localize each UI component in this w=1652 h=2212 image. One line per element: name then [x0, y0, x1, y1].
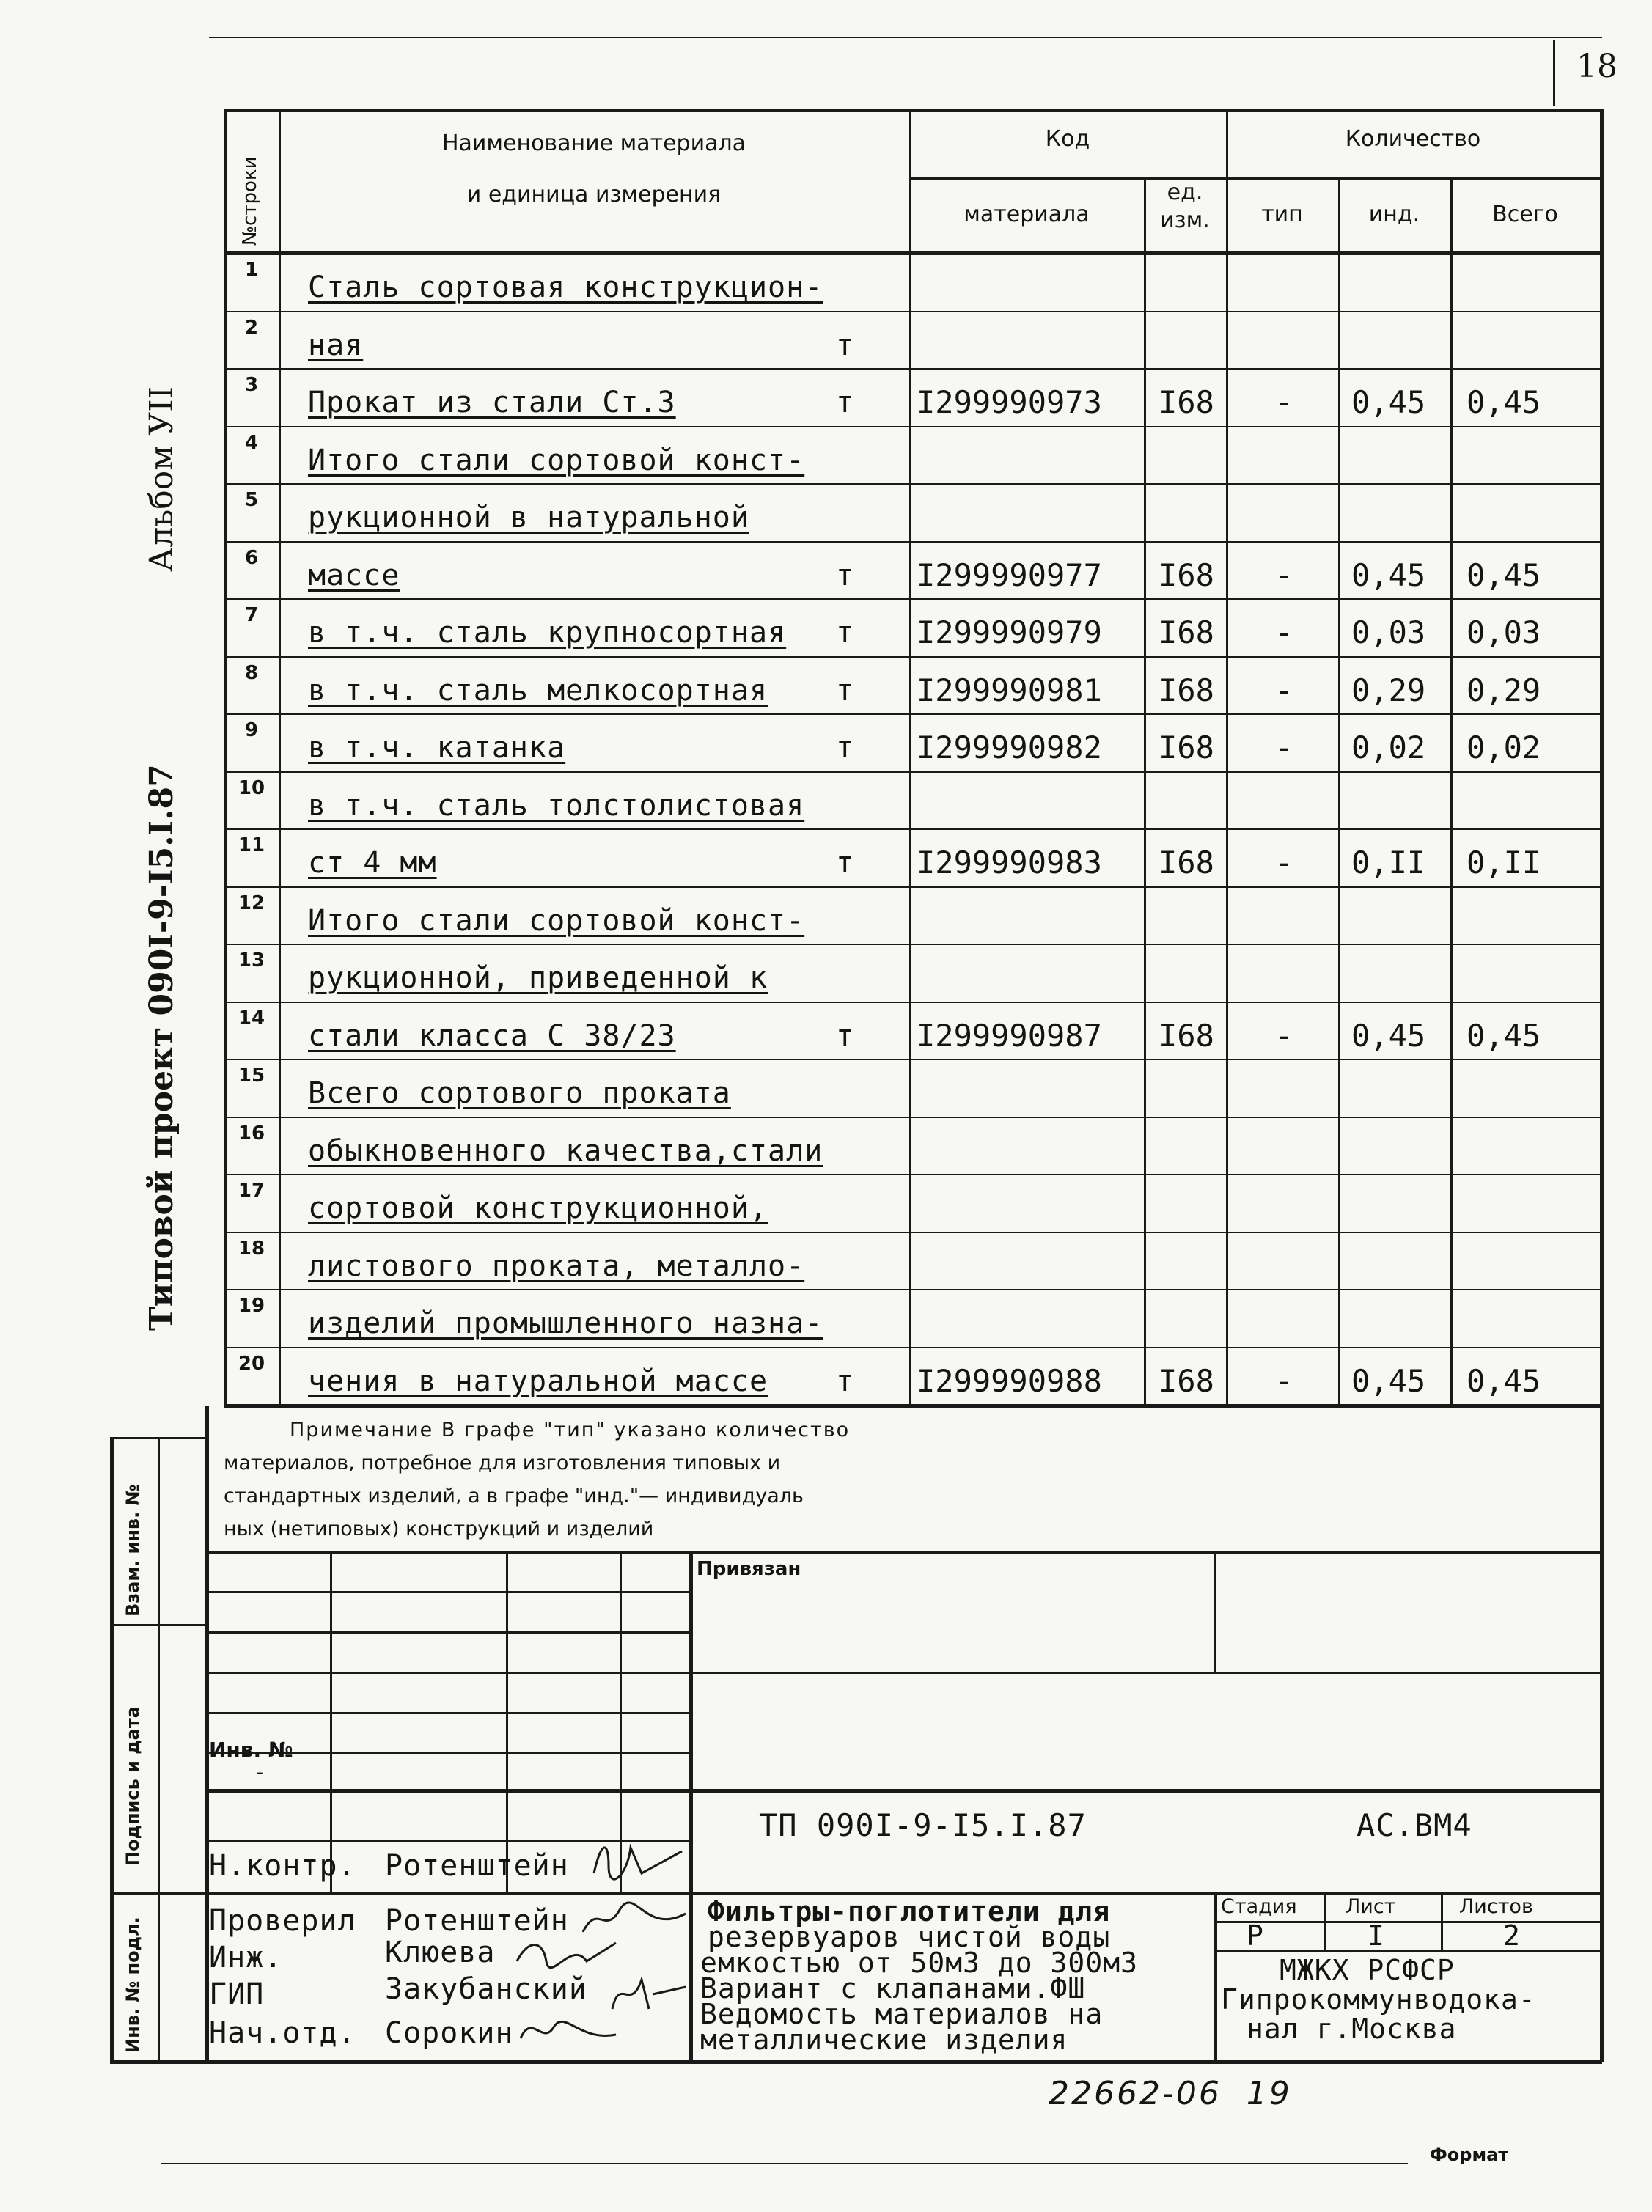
row-number: 9: [244, 719, 259, 741]
row-number: 1: [244, 259, 259, 281]
inzh-role: Инж.: [209, 1941, 283, 1974]
row-number: 12: [238, 892, 265, 914]
header-quantity: Количество: [1345, 126, 1481, 152]
material-name: в т.ч. сталь толстолистовая: [308, 789, 805, 823]
material-name: Сталь сортовая конструкцион-: [308, 271, 823, 304]
n-kontr-role: Н.контр.: [209, 1849, 356, 1883]
unit-mark: т: [836, 846, 855, 880]
row-separator: [224, 1232, 1602, 1233]
qty-typ: -: [1274, 672, 1293, 708]
material-code: I299990977: [917, 557, 1102, 593]
material-name: рукционной в натуральной: [308, 501, 749, 534]
stage-value: Р: [1247, 1919, 1264, 1952]
stamp-org-vline: [1214, 1892, 1217, 2062]
stamp-grid-line: [205, 1672, 1602, 1674]
unit-code: I68: [1159, 557, 1214, 593]
qty-total: 0,45: [1466, 384, 1541, 420]
note-line-3: стандартных изделий, а в графе "инд."— индивидуаль: [224, 1485, 804, 1507]
stamp-privyazan-vline: [1214, 1551, 1216, 1672]
document-code: ТП 090I-9-I5.I.87: [759, 1807, 1087, 1843]
material-name: изделий промышленного назна-: [308, 1307, 823, 1340]
side-strip-line: [110, 1437, 205, 1439]
row-number: 15: [238, 1065, 265, 1087]
material-code: I299990983: [917, 845, 1102, 881]
qty-ind: 0,45: [1351, 384, 1426, 420]
qty-ind: 0,II: [1351, 845, 1426, 881]
stamp-stage-line: [1214, 1921, 1602, 1923]
note-line-2: материалов, потребное для изготовления типовых и: [224, 1452, 781, 1474]
qty-total: 0,45: [1466, 1018, 1541, 1054]
unit-code: I68: [1159, 730, 1214, 765]
qty-total: 0,02: [1466, 730, 1541, 765]
signature-n-kontr: [587, 1833, 689, 1884]
unit-mark: т: [836, 1019, 855, 1053]
unit-mark: т: [836, 328, 855, 362]
qty-typ: -: [1274, 730, 1293, 765]
table-row: [0, 1002, 1652, 1059]
material-name: Всего сортового проката: [308, 1076, 731, 1110]
table-row: [0, 483, 1652, 541]
row-separator: [224, 541, 1602, 543]
title-line-2: резервуаров чистой воды: [708, 1921, 1111, 1953]
side-strip-right: [158, 1437, 160, 2062]
material-name: ст 4 мм: [308, 846, 437, 880]
row-number: 14: [238, 1007, 265, 1029]
row-number: 7: [244, 604, 259, 626]
title-line-4: Вариант с клапанами.ФШ: [700, 1972, 1086, 2005]
row-separator: [224, 426, 1602, 427]
qty-total: 0,45: [1466, 557, 1541, 593]
side-label-inv-podl: Инв. № подл.: [122, 1917, 143, 2053]
stage-label: Стадия: [1221, 1895, 1297, 1918]
row-separator: [224, 1174, 1602, 1175]
row-number: 20: [238, 1353, 265, 1375]
signature-inzh: [513, 1932, 623, 1976]
side-label-vzam: Взам. инв. №: [122, 1484, 143, 1617]
unit-code: I68: [1159, 845, 1214, 881]
row-separator: [224, 656, 1602, 658]
material-code: I299990987: [917, 1018, 1102, 1054]
qty-typ: -: [1274, 557, 1293, 593]
gip-name: Закубанский: [385, 1972, 587, 2006]
sheet-code: АС.ВМ4: [1357, 1807, 1472, 1843]
row-separator: [224, 713, 1602, 715]
row-number: 3: [244, 374, 259, 396]
inzh-name: Клюева: [385, 1936, 496, 1969]
qty-total: 0,03: [1466, 614, 1541, 650]
row-number: 18: [238, 1238, 265, 1260]
album-label: Альбом УII: [143, 386, 180, 572]
row-separator: [224, 1059, 1602, 1060]
row-number: 10: [238, 777, 265, 799]
stamp-grid-line: [205, 1712, 689, 1714]
org-line-1: МЖКХ РСФСР: [1280, 1954, 1455, 1986]
table-row: [0, 253, 1652, 311]
table-row: [0, 771, 1652, 829]
page-number: 18: [1576, 48, 1618, 85]
material-name: Итого стали сортовой конст-: [308, 904, 805, 938]
unit-mark: т: [836, 1364, 855, 1398]
stamp-grid-vline: [506, 1551, 508, 1892]
header-mid-line: [909, 177, 1602, 180]
qty-typ: -: [1274, 384, 1293, 420]
table-row: [0, 656, 1652, 714]
header-name-line1: Наименование материала: [441, 131, 746, 156]
material-code: I299990973: [917, 384, 1102, 420]
qty-ind: 0,02: [1351, 730, 1426, 765]
nach-name: Сорокин: [385, 2016, 514, 2050]
unit-mark: т: [836, 386, 855, 419]
qty-typ: -: [1274, 614, 1293, 650]
title-line-1: Фильтры-поглотители для: [708, 1895, 1111, 1928]
header-typ: тип: [1261, 202, 1303, 227]
unit-mark: т: [836, 731, 855, 765]
unit-code: I68: [1159, 1018, 1214, 1054]
privyazan-label: Привязан: [697, 1558, 801, 1580]
unit-code: I68: [1159, 614, 1214, 650]
material-name: сортовой конструкционной,: [308, 1191, 768, 1225]
stamp-grid-line: [205, 1631, 689, 1634]
side-strip-left: [110, 1437, 114, 2062]
header-unit-line2: изм.: [1160, 207, 1210, 233]
row-separator: [224, 1002, 1602, 1003]
row-number: 8: [244, 662, 259, 684]
row-separator: [224, 598, 1602, 600]
sheet-value: I: [1368, 1919, 1385, 1952]
material-code: I299990981: [917, 672, 1102, 708]
table-row: [0, 1289, 1652, 1347]
row-separator: [224, 483, 1602, 485]
unit-mark: т: [836, 559, 855, 592]
stamp-stage-line: [1214, 1950, 1602, 1952]
row-separator: [224, 1289, 1602, 1290]
qty-total: 0,29: [1466, 672, 1541, 708]
table-row: [0, 311, 1652, 369]
stamp-grid-vline: [330, 1551, 332, 1892]
sheets-label: Листов: [1459, 1895, 1533, 1918]
row-number: 19: [238, 1295, 265, 1317]
table-row: [0, 541, 1652, 599]
bottom-edge-line: [161, 2163, 1408, 2164]
inv-no-label: Инв. №: [209, 1738, 293, 1762]
material-name: чения в натуральной массе: [308, 1364, 768, 1398]
nach-role: Нач.отд.: [209, 2016, 356, 2050]
material-name: в т.ч. сталь крупносортная: [308, 616, 787, 650]
title-line-6: металлические изделия: [700, 2024, 1068, 2056]
row-number: 5: [244, 489, 259, 511]
row-number: 4: [244, 432, 259, 454]
row-number: 6: [244, 547, 259, 569]
sheet-label: Лист: [1346, 1895, 1396, 1918]
row-number: 2: [244, 317, 259, 339]
material-name: ная: [308, 328, 364, 362]
proveril-name: Ротенштейн: [385, 1904, 569, 1938]
table-row: [0, 944, 1652, 1002]
material-name: Прокат из стали Ст.3: [308, 386, 676, 419]
qty-ind: 0,45: [1351, 1018, 1426, 1054]
table-row: [0, 1059, 1652, 1117]
table-row: [0, 1232, 1652, 1290]
material-name: обыкновенного качества,стали: [308, 1134, 823, 1168]
qty-typ: -: [1274, 1363, 1293, 1399]
unit-code: I68: [1159, 384, 1214, 420]
gip-role: ГИП: [209, 1977, 265, 2011]
note-line-1: Примечание В графе "тип" указано количество: [290, 1419, 851, 1441]
table-row: [0, 368, 1652, 426]
stamp-stage-vline: [1324, 1892, 1326, 1950]
format-label: Формат: [1430, 2145, 1509, 2165]
material-code: I299990988: [917, 1363, 1102, 1399]
row-separator: [224, 1117, 1602, 1118]
stamp-grid-line: [205, 1591, 689, 1593]
material-name: листового проката, металло-: [308, 1249, 805, 1283]
qty-ind: 0,29: [1351, 672, 1426, 708]
table-row: [0, 426, 1652, 484]
row-separator: [224, 944, 1602, 945]
qty-total: 0,45: [1466, 1363, 1541, 1399]
material-name: массе: [308, 559, 400, 592]
header-ind: инд.: [1368, 202, 1420, 227]
org-line-3: нал г.Москва: [1247, 2013, 1457, 2045]
header-code: Код: [1045, 126, 1090, 152]
stamp-top-border: [205, 1551, 1602, 1554]
header-material: материала: [963, 202, 1090, 227]
material-name: стали класса С 38/23: [308, 1019, 676, 1053]
row-separator: [224, 368, 1602, 370]
table-row: [0, 1347, 1652, 1405]
material-code: I299990982: [917, 730, 1102, 765]
side-strip-line: [110, 1624, 205, 1626]
row-number: 11: [238, 834, 265, 856]
row-number: 16: [238, 1122, 265, 1144]
material-name: в т.ч. катанка: [308, 731, 566, 765]
qty-ind: 0,03: [1351, 614, 1426, 650]
row-separator: [224, 771, 1602, 773]
stamp-right-border: [1600, 1551, 1604, 2062]
table-row: [0, 1117, 1652, 1175]
project-label: Типовой проект 090I-9-I5.I.87: [143, 764, 180, 1331]
stamp-bottom-border: [110, 2060, 1602, 2064]
title-line-3: емкостью от 50м3 до 300м3: [700, 1947, 1138, 1979]
material-name: рукционной, приведенной к: [308, 961, 768, 995]
top-edge-line: [209, 37, 1602, 38]
qty-ind: 0,45: [1351, 557, 1426, 593]
row-number: 17: [238, 1180, 265, 1202]
material-name: в т.ч. сталь мелкосортная: [308, 674, 768, 708]
unit-mark: т: [836, 674, 855, 708]
page-number-divider: [1553, 40, 1555, 106]
header-name-line2: и единица измерения: [466, 182, 722, 207]
material-code: I299990979: [917, 614, 1102, 650]
table-row: [0, 713, 1652, 771]
qty-total: 0,II: [1466, 845, 1541, 881]
org-line-2: Гипрокоммунводока-: [1221, 1983, 1536, 2016]
table-row: [0, 1174, 1652, 1232]
stamp-main-vline: [689, 1551, 693, 2062]
header-row-no: №строки: [239, 156, 261, 246]
stamp-grid-line: [205, 1789, 1602, 1793]
unit-code: I68: [1159, 1363, 1214, 1399]
side-label-podpis: Подпись и дата: [122, 1706, 143, 1866]
qty-typ: -: [1274, 1018, 1293, 1054]
row-separator: [224, 311, 1602, 312]
header-total: Всего: [1492, 202, 1558, 227]
signature-nach: [513, 2009, 623, 2053]
inv-no-dash: -: [253, 1760, 268, 1785]
archive-number: 22662-06 19: [1049, 2075, 1292, 2112]
unit-code: I68: [1159, 672, 1214, 708]
proveril-role: Проверил: [209, 1904, 356, 1938]
stamp-stage-vline: [1441, 1892, 1443, 1950]
header-unit-line1: ед.: [1167, 180, 1203, 205]
n-kontr-name: Ротенштейн: [385, 1849, 569, 1883]
row-number: 13: [238, 949, 265, 971]
material-name: Итого стали сортовой конст-: [308, 444, 805, 477]
row-separator: [224, 1347, 1602, 1348]
table-row: [0, 598, 1652, 656]
unit-mark: т: [836, 616, 855, 650]
qty-typ: -: [1274, 845, 1293, 881]
table-top-border: [224, 109, 1602, 112]
row-separator: [224, 828, 1602, 830]
sheets-value: 2: [1503, 1919, 1521, 1952]
title-line-5: Ведомость материалов на: [700, 1998, 1104, 2030]
row-separator: [224, 886, 1602, 888]
table-row: [0, 886, 1652, 944]
note-line-4: ных (нетиповых) конструкций и изделий: [224, 1518, 654, 1540]
table-row: [0, 828, 1652, 886]
qty-ind: 0,45: [1351, 1363, 1426, 1399]
